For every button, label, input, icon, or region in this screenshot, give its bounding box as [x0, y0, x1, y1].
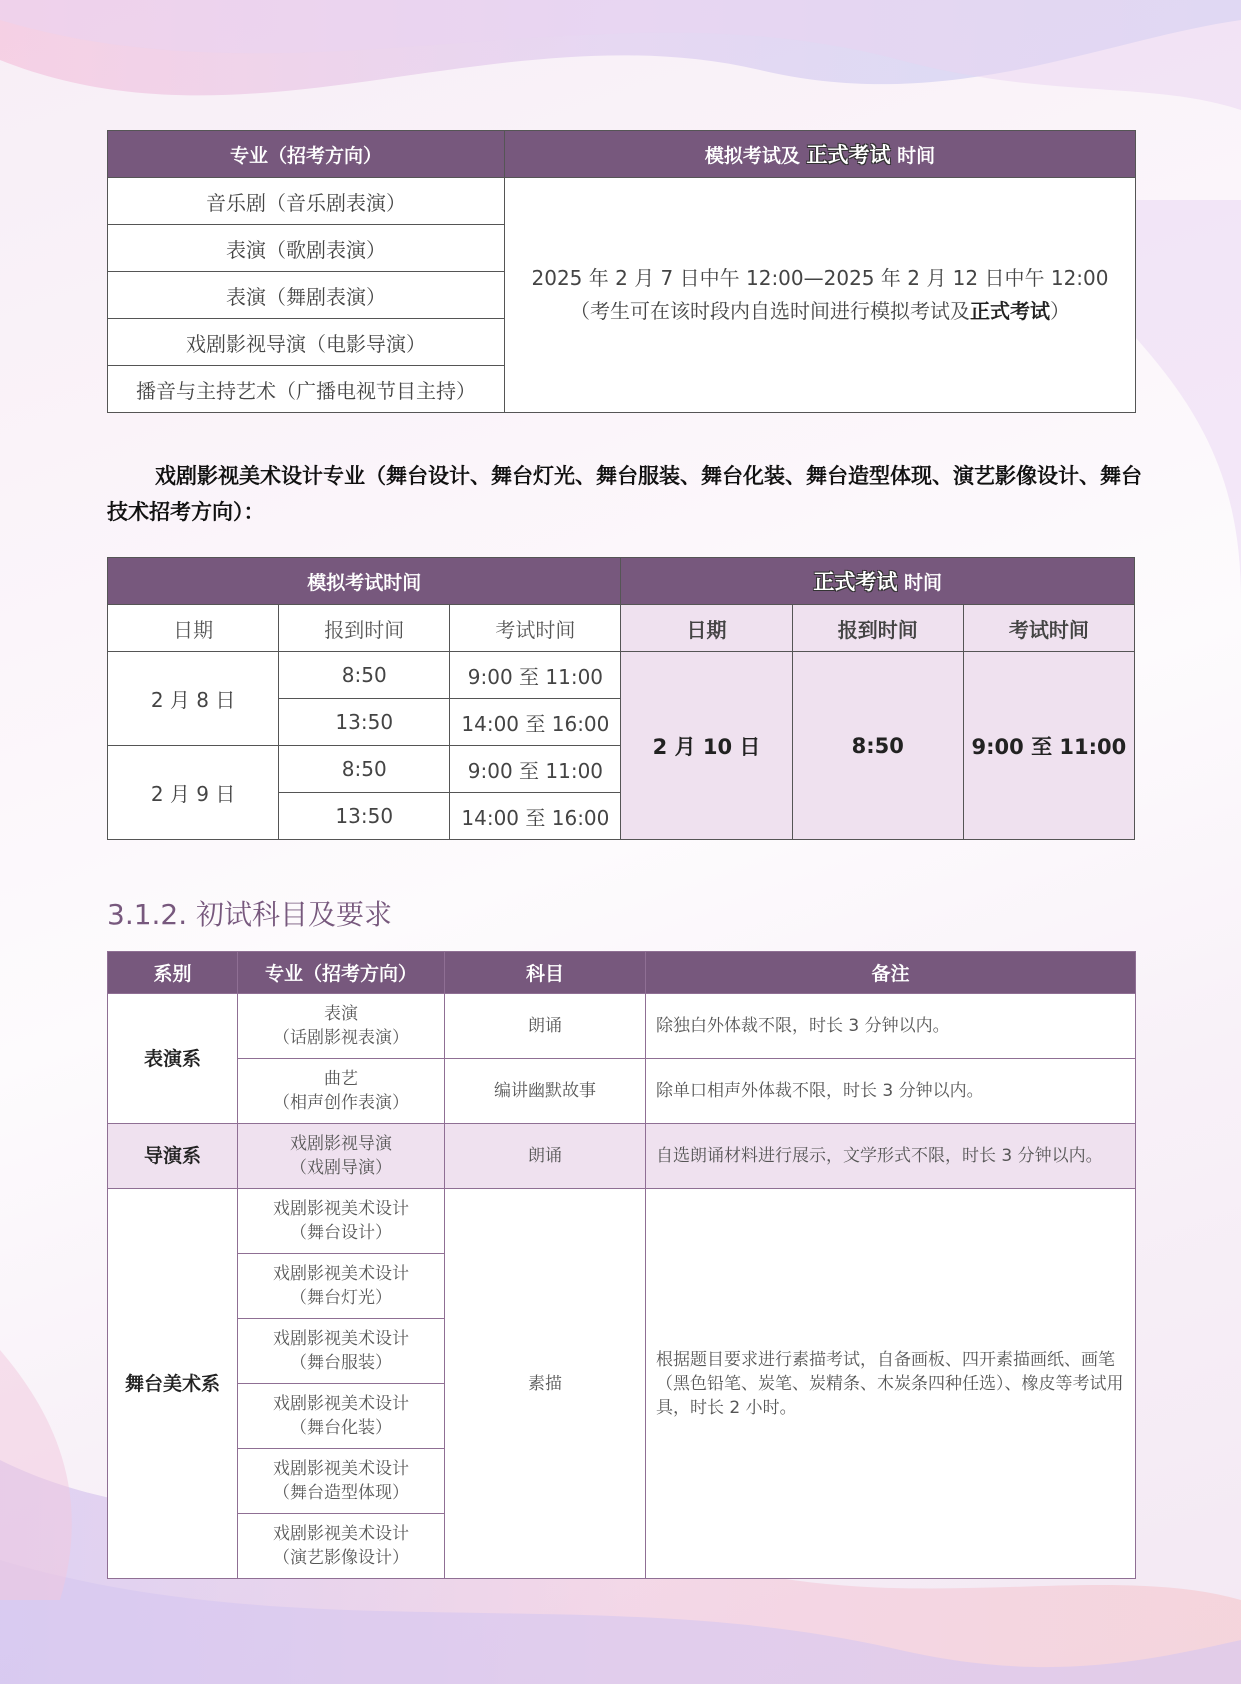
preliminary-exam-subjects-table	[107, 951, 1136, 1579]
section-heading: 3.1.2. 初试科目及要求	[107, 898, 393, 931]
subject-cell: 朗诵	[445, 1124, 646, 1189]
stage-design-major-heading: 戏剧影视美术设计专业（舞台设计、舞台灯光、舞台服装、舞台化装、舞台造型体现、演艺影像设计、舞台技术招考方向）：	[107, 464, 1142, 524]
header-department: 系别	[108, 952, 238, 994]
mock-exam-time-table	[107, 130, 1136, 413]
subject-cell: 朗诵	[445, 994, 646, 1059]
sub-header-exam: 考试时间	[450, 605, 621, 652]
major-cell: 音乐剧（音乐剧表演）	[108, 178, 505, 225]
mock-checkin-cell: 8:50	[279, 652, 450, 699]
mock-exam-cell: 14:00 至 16:00	[450, 793, 621, 840]
major-cell: 戏剧影视美术设计 （舞台造型体现）	[238, 1449, 445, 1514]
header-note: 备注	[646, 952, 1136, 994]
formal-exam-cell: 9:00 至 11:00	[963, 652, 1134, 840]
header-subject: 科目	[445, 952, 646, 994]
subject-cell: 编讲幽默故事	[445, 1059, 646, 1124]
mock-date-cell: 2 月 9 日	[108, 746, 279, 840]
mock-exam-header: 模拟考试时间	[108, 558, 621, 605]
sub-header-formal-exam: 考试时间	[963, 605, 1134, 652]
sub-header-formal-checkin: 报到时间	[792, 605, 963, 652]
formal-checkin-cell: 8:50	[792, 652, 963, 840]
major-cell: 播音与主持艺术（广播电视节目主持）	[108, 366, 505, 413]
major-cell: 曲艺 （相声创作表演）	[238, 1059, 445, 1124]
mock-exam-cell: 9:00 至 11:00	[450, 746, 621, 793]
mock-date-cell: 2 月 8 日	[108, 652, 279, 746]
sub-header-checkin: 报到时间	[279, 605, 450, 652]
major-cell: 表演 （话剧影视表演）	[238, 994, 445, 1059]
exam-time-window-cell: 2025 年 2 月 7 日中午 12:00—2025 年 2 月 12 日中午 12:00 （考生可在该时段内自选时间进行模拟考试及正式考试）	[505, 178, 1136, 413]
mock-checkin-cell: 8:50	[279, 746, 450, 793]
subject-cell: 素描	[445, 1189, 646, 1579]
header-major: 专业（招考方向）	[238, 952, 445, 994]
note-cell: 自选朗诵材料进行展示，文学形式不限，时长 3 分钟以内。	[646, 1124, 1136, 1189]
dept-directing: 导演系	[108, 1124, 238, 1189]
mock-exam-cell: 14:00 至 16:00	[450, 699, 621, 746]
formal-date-cell: 2 月 10 日	[621, 652, 792, 840]
major-cell: 表演（舞剧表演）	[108, 272, 505, 319]
note-cell: 除独白外体裁不限，时长 3 分钟以内。	[646, 994, 1136, 1059]
mock-checkin-cell: 13:50	[279, 699, 450, 746]
sub-header-date: 日期	[108, 605, 279, 652]
mock-exam-cell: 9:00 至 11:00	[450, 652, 621, 699]
dept-performance: 表演系	[108, 994, 238, 1124]
major-cell: 戏剧影视美术设计 （舞台设计）	[238, 1189, 445, 1254]
major-cell: 表演（歌剧表演）	[108, 225, 505, 272]
note-cell: 除单口相声外体裁不限，时长 3 分钟以内。	[646, 1059, 1136, 1124]
major-cell: 戏剧影视美术设计 （演艺影像设计）	[238, 1514, 445, 1579]
sub-header-formal-date: 日期	[621, 605, 792, 652]
major-cell: 戏剧影视美术设计 （舞台灯光）	[238, 1254, 445, 1319]
major-cell: 戏剧影视美术设计 （舞台服装）	[238, 1319, 445, 1384]
table1-major-header: 专业（招考方向）	[108, 131, 505, 178]
major-cell: 戏剧影视导演（电影导演）	[108, 319, 505, 366]
note-cell: 根据题目要求进行素描考试，自备画板、四开素描画纸、画笔（黑色铅笔、炭笔、炭精条、木炭条四种任选）、橡皮等考试用具，时长 2 小时。	[646, 1189, 1136, 1579]
formal-exam-header: 正式考试 时间	[621, 558, 1135, 605]
major-cell: 戏剧影视美术设计 （舞台化装）	[238, 1384, 445, 1449]
major-cell: 戏剧影视导演 （戏剧导演）	[238, 1124, 445, 1189]
stage-design-exam-schedule-table	[107, 557, 1135, 840]
table1-time-header: 模拟考试及 正式考试 时间	[505, 131, 1136, 178]
mock-checkin-cell: 13:50	[279, 793, 450, 840]
dept-stage-art: 舞台美术系	[108, 1189, 238, 1579]
